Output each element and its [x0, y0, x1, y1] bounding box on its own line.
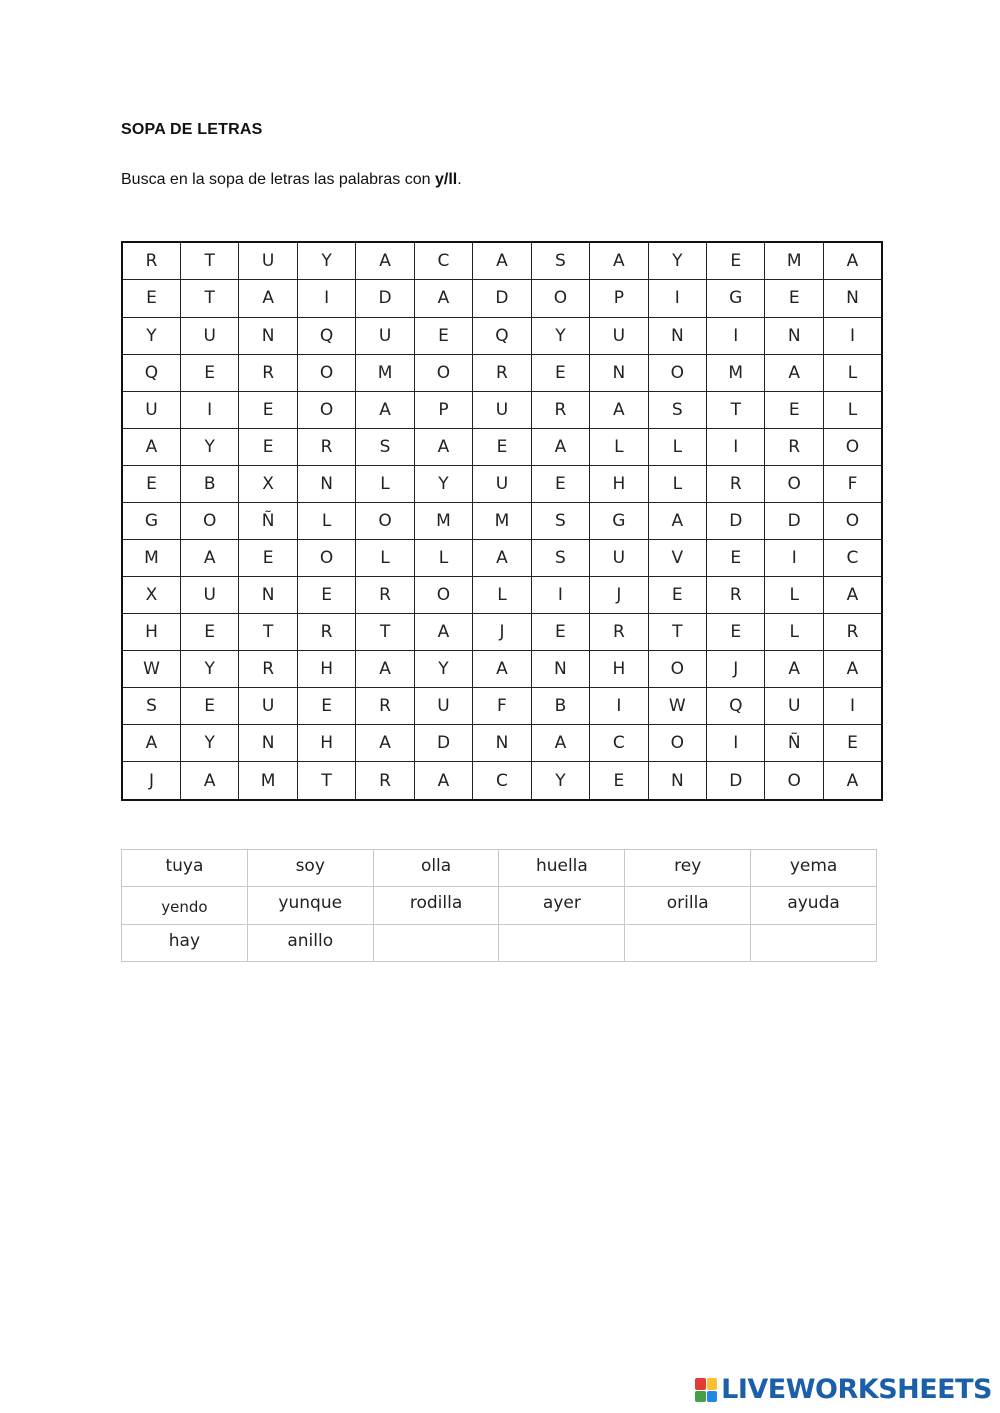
grid-cell[interactable]: G — [590, 502, 648, 539]
grid-cell[interactable]: R — [297, 428, 355, 465]
empty-word-cell — [625, 924, 751, 961]
word-list-table — [121, 849, 877, 962]
grid-row — [122, 280, 882, 317]
grid-cell[interactable]: A — [414, 762, 472, 800]
grid-cell[interactable]: U — [356, 317, 414, 354]
grid-cell[interactable]: N — [239, 577, 297, 614]
grid-cell[interactable]: N — [239, 725, 297, 762]
grid-row — [122, 762, 882, 800]
grid-cell[interactable]: G — [707, 280, 765, 317]
grid-cell[interactable]: A — [473, 242, 531, 280]
grid-cell[interactable]: Q — [297, 317, 355, 354]
grid-cell[interactable]: N — [823, 280, 882, 317]
word-cell: tuya — [122, 850, 248, 887]
grid-cell[interactable]: D — [356, 280, 414, 317]
grid-cell[interactable]: R — [356, 762, 414, 800]
grid-cell[interactable]: R — [707, 465, 765, 502]
grid-cell[interactable]: L — [590, 428, 648, 465]
grid-row — [122, 465, 882, 502]
empty-word-cell — [373, 924, 499, 961]
grid-cell[interactable]: S — [356, 428, 414, 465]
grid-cell[interactable]: L — [823, 391, 882, 428]
grid-cell[interactable]: J — [473, 614, 531, 651]
grid-cell[interactable]: A — [356, 242, 414, 280]
grid-cell[interactable]: I — [823, 317, 882, 354]
grid-cell[interactable]: I — [707, 428, 765, 465]
grid-cell[interactable]: U — [239, 688, 297, 725]
grid-cell[interactable]: H — [297, 725, 355, 762]
word-cell: huella — [499, 850, 625, 887]
grid-row — [122, 428, 882, 465]
word-cell: soy — [247, 850, 373, 887]
grid-cell[interactable]: Y — [180, 725, 238, 762]
grid-cell[interactable]: Y — [180, 651, 238, 688]
grid-cell[interactable]: S — [531, 540, 589, 577]
grid-cell[interactable]: O — [297, 354, 355, 391]
empty-word-cell — [499, 924, 625, 961]
grid-cell[interactable]: U — [414, 688, 472, 725]
grid-cell[interactable]: C — [590, 725, 648, 762]
grid-cell[interactable]: H — [122, 614, 180, 651]
word-search-grid — [121, 241, 883, 801]
page-title: SOPA DE LETRAS — [121, 121, 263, 138]
word-cell: yema — [751, 850, 877, 887]
instructions-highlight: y/ll — [434, 171, 458, 188]
grid-cell[interactable]: A — [823, 762, 882, 800]
grid-cell[interactable]: E — [297, 577, 355, 614]
grid-cell[interactable]: P — [414, 391, 472, 428]
grid-cell[interactable]: F — [823, 465, 882, 502]
grid-cell[interactable]: Y — [648, 242, 706, 280]
grid-cell[interactable]: O — [297, 391, 355, 428]
grid-cell[interactable]: S — [531, 242, 589, 280]
grid-cell[interactable]: E — [239, 428, 297, 465]
grid-cell[interactable]: W — [648, 688, 706, 725]
grid-cell[interactable]: R — [239, 354, 297, 391]
grid-cell[interactable]: A — [356, 391, 414, 428]
grid-cell[interactable]: O — [180, 502, 238, 539]
grid-cell[interactable]: T — [297, 762, 355, 800]
grid-cell[interactable]: P — [590, 280, 648, 317]
grid-cell[interactable]: O — [648, 651, 706, 688]
grid-cell[interactable]: E — [648, 577, 706, 614]
grid-cell[interactable]: O — [648, 354, 706, 391]
grid-cell[interactable]: H — [590, 465, 648, 502]
grid-cell[interactable]: E — [239, 540, 297, 577]
grid-cell[interactable]: R — [356, 577, 414, 614]
grid-cell[interactable]: A — [823, 577, 882, 614]
grid-cell[interactable]: Y — [531, 317, 589, 354]
grid-cell[interactable]: A — [765, 651, 823, 688]
logo-square — [695, 1378, 706, 1390]
grid-cell[interactable]: U — [473, 465, 531, 502]
grid-cell[interactable]: O — [531, 280, 589, 317]
grid-cell[interactable]: A — [648, 502, 706, 539]
word-cell: orilla — [625, 887, 751, 924]
grid-cell[interactable]: T — [239, 614, 297, 651]
grid-cell[interactable]: N — [648, 762, 706, 800]
grid-cell[interactable]: R — [122, 242, 180, 280]
grid-cell[interactable]: R — [473, 354, 531, 391]
grid-cell[interactable]: A — [239, 280, 297, 317]
grid-cell[interactable]: U — [239, 242, 297, 280]
grid-row — [122, 502, 882, 539]
logo-icon — [695, 1378, 717, 1402]
word-cell: rey — [625, 850, 751, 887]
grid-cell[interactable]: R — [239, 651, 297, 688]
grid-cell[interactable]: T — [648, 614, 706, 651]
grid-row — [122, 242, 882, 280]
grid-cell[interactable]: R — [531, 391, 589, 428]
grid-cell[interactable]: Ñ — [765, 725, 823, 762]
grid-cell[interactable]: L — [648, 465, 706, 502]
grid-row — [122, 317, 882, 354]
word-row — [122, 924, 877, 961]
grid-cell[interactable]: R — [707, 577, 765, 614]
grid-cell[interactable]: A — [765, 354, 823, 391]
grid-cell[interactable]: M — [473, 502, 531, 539]
grid-cell[interactable]: N — [590, 354, 648, 391]
grid-cell[interactable]: L — [297, 502, 355, 539]
grid-cell[interactable]: E — [473, 428, 531, 465]
grid-row — [122, 614, 882, 651]
grid-cell[interactable]: O — [356, 502, 414, 539]
grid-cell[interactable]: Y — [414, 465, 472, 502]
grid-cell[interactable]: L — [356, 465, 414, 502]
grid-cell[interactable]: B — [180, 465, 238, 502]
grid-cell[interactable]: T — [180, 242, 238, 280]
grid-cell[interactable]: A — [590, 242, 648, 280]
grid-row — [122, 540, 882, 577]
grid-cell[interactable]: J — [122, 762, 180, 800]
grid-cell[interactable]: W — [122, 651, 180, 688]
grid-cell[interactable]: T — [180, 280, 238, 317]
logo-text: LIVEWORKSHEETS — [721, 1374, 992, 1405]
grid-cell[interactable]: M — [765, 242, 823, 280]
grid-cell[interactable]: R — [823, 614, 882, 651]
grid-cell[interactable]: O — [823, 428, 882, 465]
grid-cell[interactable]: J — [707, 651, 765, 688]
grid-cell[interactable]: V — [648, 540, 706, 577]
grid-cell[interactable]: A — [414, 614, 472, 651]
grid-cell[interactable]: M — [414, 502, 472, 539]
grid-cell[interactable]: E — [531, 614, 589, 651]
grid-cell[interactable]: O — [414, 577, 472, 614]
grid-cell[interactable]: J — [590, 577, 648, 614]
word-cell: olla — [373, 850, 499, 887]
grid-cell[interactable]: Q — [473, 317, 531, 354]
grid-cell[interactable]: U — [765, 688, 823, 725]
grid-cell[interactable]: E — [180, 614, 238, 651]
grid-cell[interactable]: E — [590, 762, 648, 800]
grid-cell[interactable]: E — [823, 725, 882, 762]
word-row — [122, 887, 877, 924]
grid-row — [122, 725, 882, 762]
grid-cell[interactable]: A — [414, 280, 472, 317]
grid-cell[interactable]: I — [707, 725, 765, 762]
grid-cell[interactable]: O — [297, 540, 355, 577]
grid-cell[interactable]: E — [180, 354, 238, 391]
instructions-end: . — [457, 171, 462, 188]
grid-cell[interactable]: E — [414, 317, 472, 354]
logo-square — [707, 1391, 718, 1403]
grid-cell[interactable]: M — [707, 354, 765, 391]
grid-cell[interactable]: I — [707, 317, 765, 354]
grid-row — [122, 354, 882, 391]
grid-cell[interactable]: Q — [122, 354, 180, 391]
grid-cell[interactable]: D — [765, 502, 823, 539]
grid-cell[interactable]: U — [590, 540, 648, 577]
grid-cell[interactable]: A — [356, 725, 414, 762]
grid-cell[interactable]: A — [531, 428, 589, 465]
grid-cell[interactable]: E — [531, 465, 589, 502]
grid-cell[interactable]: A — [473, 540, 531, 577]
word-cell: yendo — [122, 887, 248, 924]
grid-cell[interactable]: E — [180, 688, 238, 725]
grid-cell[interactable]: Y — [414, 651, 472, 688]
grid-cell[interactable]: U — [473, 391, 531, 428]
grid-cell[interactable]: A — [823, 651, 882, 688]
grid-cell[interactable]: H — [590, 651, 648, 688]
grid-cell[interactable]: O — [648, 725, 706, 762]
grid-cell[interactable]: E — [765, 280, 823, 317]
grid-cell[interactable]: I — [648, 280, 706, 317]
grid-cell[interactable]: O — [414, 354, 472, 391]
instructions — [121, 171, 462, 189]
grid-row — [122, 651, 882, 688]
grid-cell[interactable]: A — [590, 391, 648, 428]
grid-cell[interactable]: D — [707, 762, 765, 800]
grid-cell[interactable]: O — [823, 502, 882, 539]
grid-cell[interactable]: I — [590, 688, 648, 725]
grid-cell[interactable]: Y — [297, 242, 355, 280]
grid-cell[interactable]: I — [765, 540, 823, 577]
grid-cell[interactable]: X — [239, 465, 297, 502]
grid-cell[interactable]: M — [122, 540, 180, 577]
grid-cell[interactable]: D — [473, 280, 531, 317]
liveworksheets-logo — [695, 1375, 992, 1405]
grid-cell[interactable]: C — [414, 242, 472, 280]
grid-cell[interactable]: A — [531, 725, 589, 762]
word-cell: ayer — [499, 887, 625, 924]
grid-cell[interactable]: E — [531, 354, 589, 391]
grid-cell[interactable]: U — [180, 577, 238, 614]
grid-cell[interactable]: E — [122, 465, 180, 502]
grid-cell[interactable]: B — [531, 688, 589, 725]
grid-cell[interactable]: M — [239, 762, 297, 800]
grid-row — [122, 577, 882, 614]
grid-cell[interactable]: E — [765, 391, 823, 428]
grid-cell[interactable]: R — [297, 614, 355, 651]
word-cell: anillo — [247, 924, 373, 961]
grid-cell[interactable]: L — [473, 577, 531, 614]
grid-cell[interactable]: N — [473, 725, 531, 762]
grid-cell[interactable]: A — [180, 540, 238, 577]
grid-cell[interactable]: U — [590, 317, 648, 354]
word-row — [122, 850, 877, 887]
grid-cell[interactable]: E — [707, 242, 765, 280]
grid-cell[interactable]: E — [707, 614, 765, 651]
grid-cell[interactable]: C — [823, 540, 882, 577]
grid-cell[interactable]: I — [297, 280, 355, 317]
grid-cell[interactable]: A — [180, 762, 238, 800]
grid-cell[interactable]: N — [531, 651, 589, 688]
grid-cell[interactable]: L — [765, 577, 823, 614]
grid-cell[interactable]: G — [122, 502, 180, 539]
grid-cell[interactable]: N — [648, 317, 706, 354]
grid-row — [122, 391, 882, 428]
empty-word-cell — [751, 924, 877, 961]
grid-cell[interactable]: A — [122, 428, 180, 465]
grid-cell[interactable]: E — [297, 688, 355, 725]
grid-cell[interactable]: D — [414, 725, 472, 762]
grid-cell[interactable]: S — [122, 688, 180, 725]
grid-cell[interactable]: U — [180, 317, 238, 354]
word-cell: ayuda — [751, 887, 877, 924]
grid-cell[interactable]: U — [122, 391, 180, 428]
grid-cell[interactable]: E — [239, 391, 297, 428]
grid-cell[interactable]: E — [707, 540, 765, 577]
grid-cell[interactable]: L — [414, 540, 472, 577]
logo-square — [707, 1378, 718, 1390]
instructions-text: Busca en la sopa de letras las palabras con — [121, 171, 435, 188]
grid-cell[interactable]: A — [823, 242, 882, 280]
grid-cell[interactable]: L — [648, 428, 706, 465]
grid-cell[interactable]: I — [180, 391, 238, 428]
grid-cell[interactable]: C — [473, 762, 531, 800]
grid-row — [122, 688, 882, 725]
grid-cell[interactable]: A — [473, 651, 531, 688]
word-cell: yunque — [247, 887, 373, 924]
grid-cell[interactable]: A — [356, 651, 414, 688]
grid-cell[interactable]: O — [765, 762, 823, 800]
grid-cell[interactable]: O — [765, 465, 823, 502]
grid-cell[interactable]: R — [765, 428, 823, 465]
grid-cell[interactable]: Y — [531, 762, 589, 800]
grid-cell[interactable]: Y — [122, 317, 180, 354]
grid-cell[interactable]: X — [122, 577, 180, 614]
grid-cell[interactable]: M — [356, 354, 414, 391]
grid-cell[interactable]: S — [648, 391, 706, 428]
word-cell: hay — [122, 924, 248, 961]
grid-cell[interactable]: Q — [707, 688, 765, 725]
grid-cell[interactable]: L — [356, 540, 414, 577]
grid-cell[interactable]: H — [297, 651, 355, 688]
grid-cell[interactable]: I — [823, 688, 882, 725]
grid-cell[interactable]: D — [707, 502, 765, 539]
grid-cell[interactable]: Y — [180, 428, 238, 465]
grid-cell[interactable]: Ñ — [239, 502, 297, 539]
grid-cell[interactable]: L — [765, 614, 823, 651]
grid-cell[interactable]: T — [356, 614, 414, 651]
grid-cell[interactable]: N — [297, 465, 355, 502]
grid-cell[interactable]: A — [414, 428, 472, 465]
grid-cell[interactable]: R — [590, 614, 648, 651]
grid-cell[interactable]: N — [239, 317, 297, 354]
grid-cell[interactable]: S — [531, 502, 589, 539]
grid-cell[interactable]: A — [122, 725, 180, 762]
grid-cell[interactable]: I — [531, 577, 589, 614]
grid-cell[interactable]: R — [356, 688, 414, 725]
grid-cell[interactable]: T — [707, 391, 765, 428]
grid-cell[interactable]: L — [823, 354, 882, 391]
word-cell: rodilla — [373, 887, 499, 924]
grid-cell[interactable]: E — [122, 280, 180, 317]
grid-cell[interactable]: F — [473, 688, 531, 725]
grid-cell[interactable]: N — [765, 317, 823, 354]
logo-square — [695, 1391, 706, 1403]
